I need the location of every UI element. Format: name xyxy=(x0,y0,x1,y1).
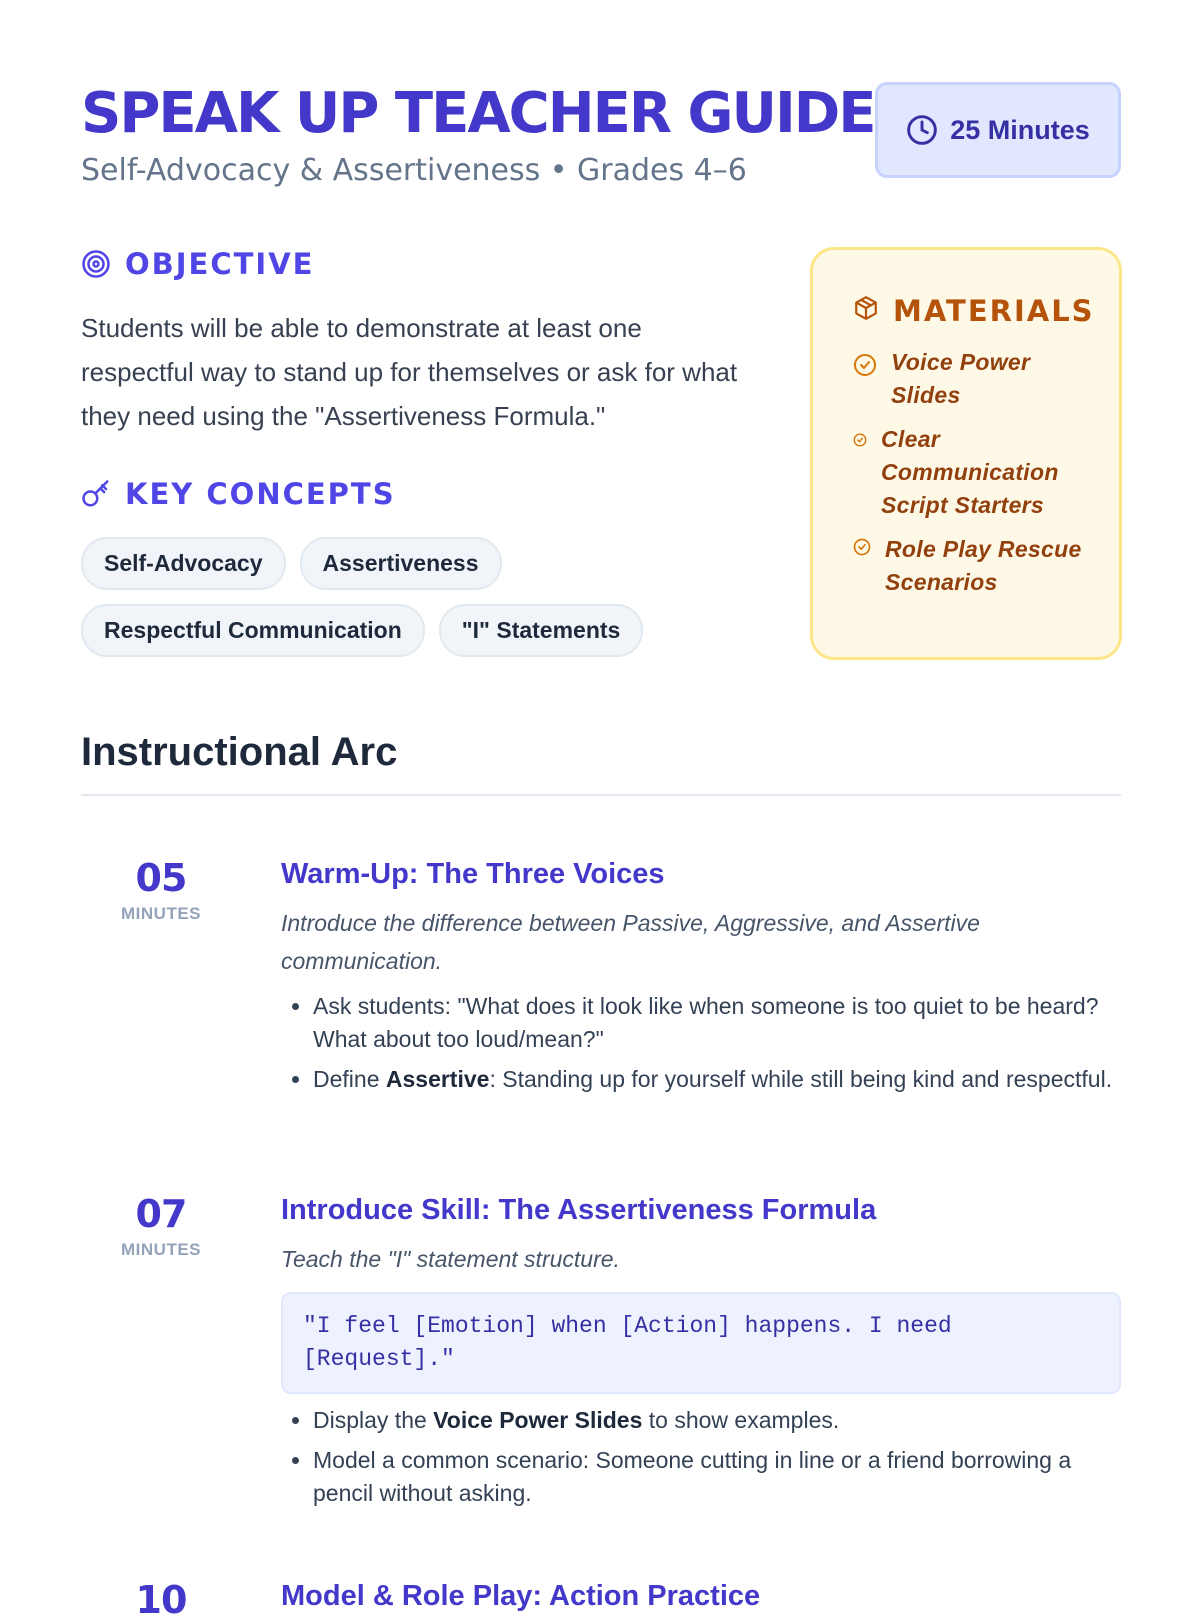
formula-box: "I feel [Emotion] when [Action] happens. I need [Request]." xyxy=(281,1292,1121,1394)
objective-heading-label: OBJECTIVE xyxy=(125,247,315,281)
key-icon xyxy=(81,479,111,509)
step-duration xyxy=(101,1192,221,1260)
step-bullet xyxy=(313,1063,1121,1096)
materials-heading xyxy=(853,294,1095,328)
step-duration xyxy=(101,1578,221,1622)
key-concepts-heading-label: KEY CONCEPTS xyxy=(125,477,396,511)
key-concepts-heading xyxy=(81,477,396,511)
bullet-emphasis: Voice Power Slides xyxy=(433,1407,643,1433)
materials-list xyxy=(853,346,1089,599)
materials-item xyxy=(853,423,1089,522)
duration-badge xyxy=(875,82,1121,178)
materials-item-label: Role Play Rescue Scenarios xyxy=(885,536,1082,595)
concept-tag-row xyxy=(81,604,761,657)
step-minutes-unit: MINUTES xyxy=(121,1240,201,1259)
section-divider xyxy=(81,794,1121,796)
step-content xyxy=(281,856,1121,1103)
step-bullet: • Model a common scenario: Someone cutting in line or a friend borrowing a pencil without asking. xyxy=(313,1444,1121,1510)
concept-tag: Assertiveness xyxy=(300,537,502,590)
guide-header xyxy=(81,76,1121,196)
step-content xyxy=(281,1578,1121,1614)
package-icon xyxy=(853,294,879,328)
check-circle-icon xyxy=(853,433,867,452)
concept-tags xyxy=(81,537,761,671)
step-bullets xyxy=(281,1404,1121,1510)
materials-item xyxy=(853,346,1089,412)
step-title: Model & Role Play: Action Practice xyxy=(281,1580,761,1612)
step-minutes-unit: MINUTES xyxy=(121,904,201,923)
bullet-text: Define xyxy=(313,1066,386,1092)
target-icon xyxy=(81,249,111,279)
concept-tag: Self-Advocacy xyxy=(81,537,286,590)
concept-tag: Respectful Communication xyxy=(81,604,425,657)
check-circle-icon xyxy=(853,353,877,382)
materials-item-label: Voice Power Slides xyxy=(891,349,1031,408)
materials-item-label: Clear Communication Script Starters xyxy=(881,426,1059,518)
step-bullet xyxy=(313,1404,1121,1437)
step-content xyxy=(281,1192,1121,1517)
page-subtitle: Self-Advocacy & Assertiveness • Grades 4–6 xyxy=(81,153,747,188)
instructional-arc-heading: Instructional Arc xyxy=(81,730,398,774)
objective-heading xyxy=(81,247,314,281)
step-minutes: 05 xyxy=(135,856,187,900)
bullet-text: Display the xyxy=(313,1407,434,1433)
page-title: SPEAK UP TEACHER GUIDE xyxy=(81,81,875,146)
materials-heading-label: MATERIALS xyxy=(893,294,1095,328)
check-circle-icon xyxy=(853,538,871,561)
duration-label: 25 Minutes xyxy=(950,114,1090,145)
step-minutes: 10 xyxy=(135,1578,187,1622)
materials-panel xyxy=(810,247,1122,660)
clock-icon xyxy=(906,114,938,146)
step-title: Warm-Up: The Three Voices xyxy=(281,858,665,890)
bullet-text: to show examples. xyxy=(642,1407,840,1433)
materials-item xyxy=(853,533,1089,599)
step-bullets xyxy=(281,990,1121,1096)
step-description: Introduce the difference between Passive, Aggressive, and Assertive communication. xyxy=(281,910,980,974)
step-description: Teach the "I" statement structure. xyxy=(281,1246,620,1272)
bullet-emphasis: Assertive xyxy=(385,1066,490,1092)
objective-text: Students will be able to demonstrate at least one respectful way to stand up for themselves or ask for what they need using the "Assertiveness Formula." xyxy=(81,313,738,431)
bullet-text: : Standing up for yourself while still being kind and respectful. xyxy=(489,1066,1113,1092)
concept-tag-row xyxy=(81,537,761,590)
step-minutes: 07 xyxy=(135,1192,187,1236)
step-title: Introduce Skill: The Assertiveness Formula xyxy=(281,1194,877,1226)
concept-tag: "I" Statements xyxy=(439,604,644,657)
step-duration xyxy=(101,856,221,924)
step-bullet: • Ask students: "What does it look like when someone is too quiet to be heard? What about too loud/mean?" xyxy=(313,990,1121,1056)
